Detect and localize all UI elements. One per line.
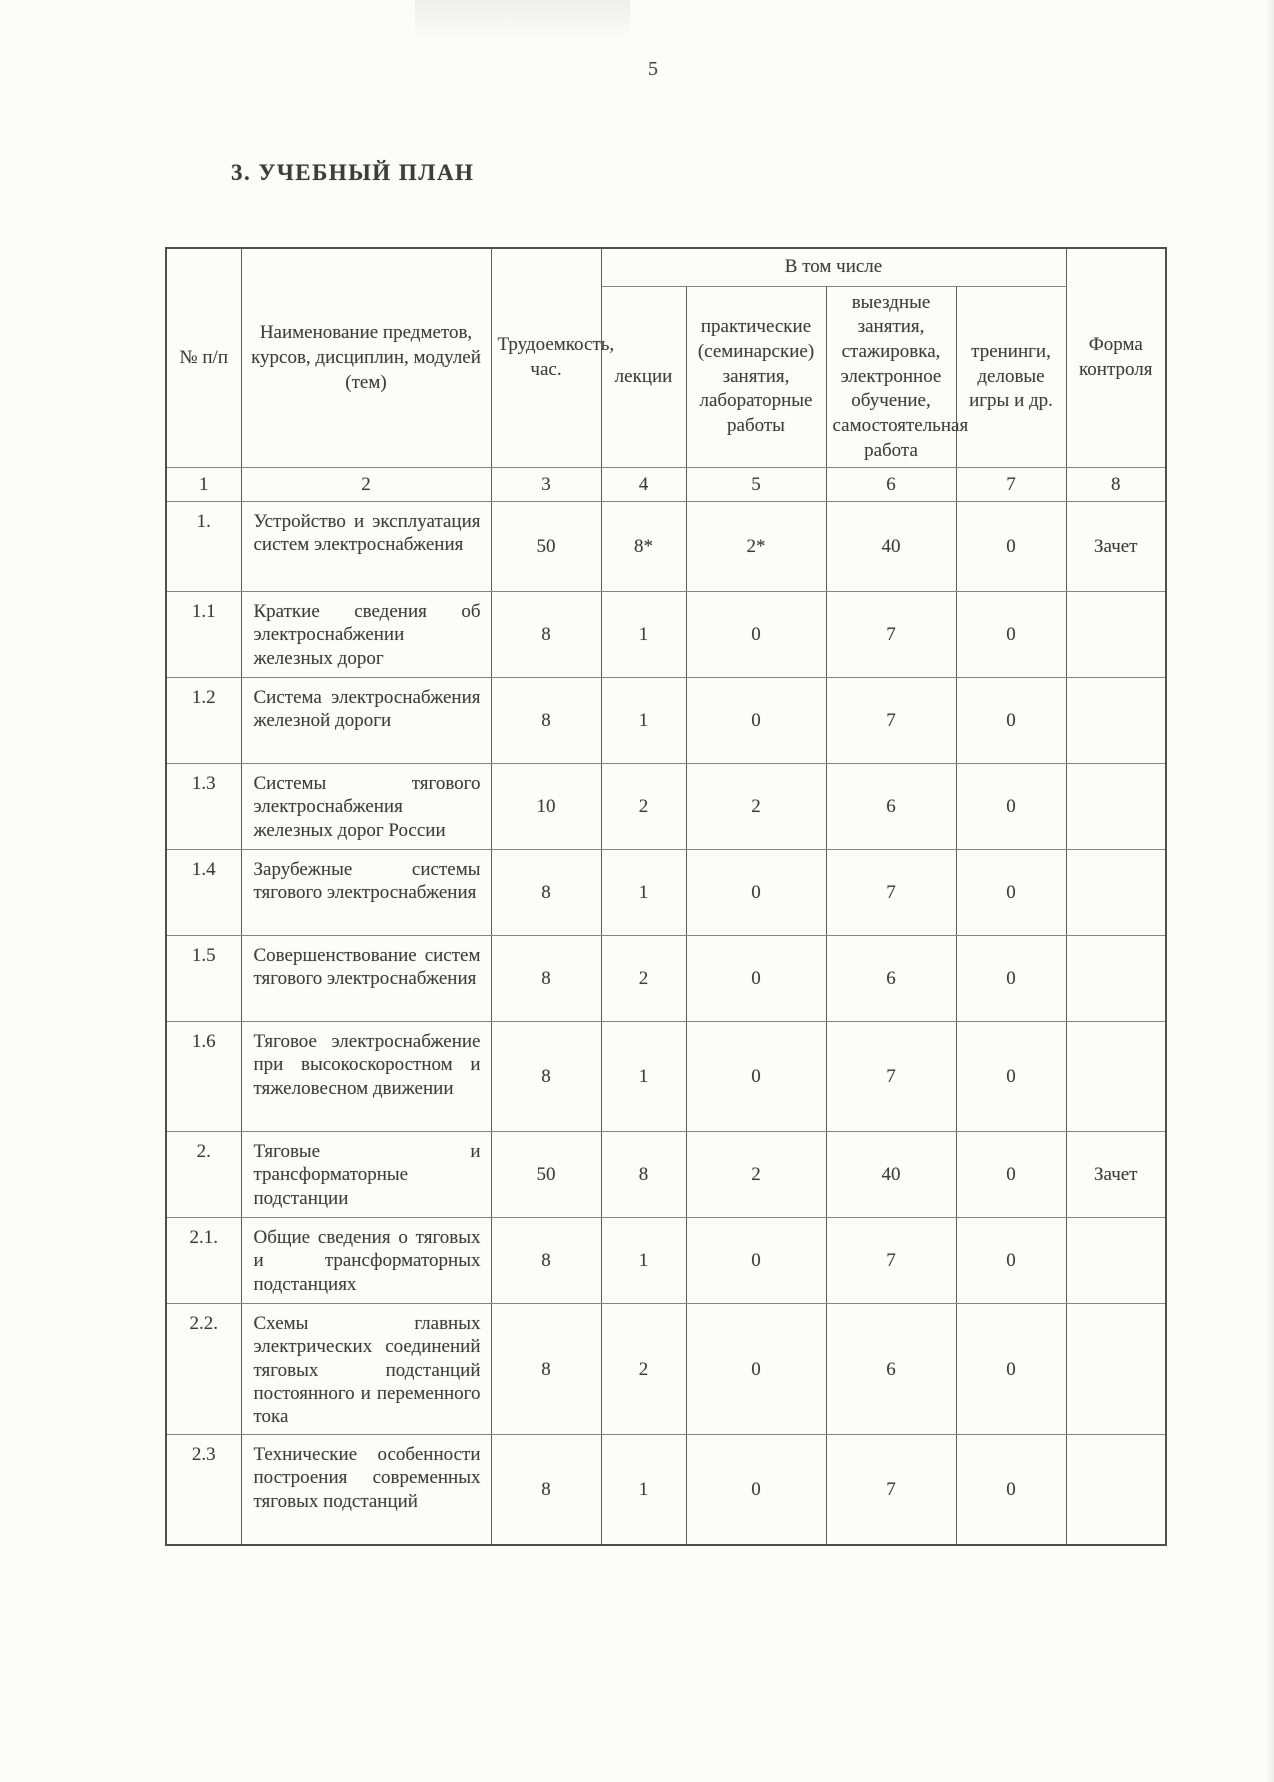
subject-name-cell: Общие сведения о тяговых и трансформаторных подстанциях — [241, 1218, 491, 1304]
trainings-cell: 0 — [956, 678, 1066, 764]
table-row — [166, 764, 1166, 850]
table-row — [166, 502, 1166, 592]
column-number: 6 — [826, 468, 956, 502]
row-number-cell: 1. — [166, 502, 241, 592]
page-number: 5 — [648, 58, 658, 80]
header-row-group — [166, 248, 1166, 286]
header-trainings: тренинги, деловые игры и др. — [956, 286, 1066, 468]
control-form-cell: Зачет — [1066, 1132, 1166, 1218]
trainings-cell: 0 — [956, 936, 1066, 1022]
row-number-cell: 1.5 — [166, 936, 241, 1022]
practical-cell: 0 — [686, 936, 826, 1022]
column-number: 8 — [1066, 468, 1166, 502]
lectures-cell: 1 — [601, 850, 686, 936]
control-form-cell — [1066, 1218, 1166, 1304]
subject-name-cell: Технические особенности построения современных тяговых подстанций — [241, 1435, 491, 1545]
lectures-cell: 2 — [601, 1304, 686, 1435]
offsite-cell: 6 — [826, 936, 956, 1022]
trainings-cell: 0 — [956, 592, 1066, 678]
offsite-cell: 7 — [826, 1435, 956, 1545]
subject-name-cell: Тяговые и трансформаторные подстанции — [241, 1132, 491, 1218]
header-control-form: Форма контроля — [1066, 248, 1166, 468]
subject-name-cell: Краткие сведения об электроснабжении железных дорог — [241, 592, 491, 678]
trainings-cell: 0 — [956, 1435, 1066, 1545]
subject-name-cell: Системы тягового электроснабжения железных дорог России — [241, 764, 491, 850]
table-row — [166, 1435, 1166, 1545]
header-group-including: В том числе — [601, 248, 1066, 286]
header-offsite: выездные занятия, стажировка, электронное обучение, самостоятельная работа — [826, 286, 956, 468]
practical-cell: 0 — [686, 1304, 826, 1435]
control-form-cell — [1066, 936, 1166, 1022]
lectures-cell: 1 — [601, 678, 686, 764]
lectures-cell: 2 — [601, 764, 686, 850]
workload-cell: 10 — [491, 764, 601, 850]
workload-cell: 8 — [491, 592, 601, 678]
offsite-cell: 40 — [826, 502, 956, 592]
section-title: 3. УЧЕБНЫЙ ПЛАН — [231, 160, 475, 185]
table-row — [166, 1022, 1166, 1132]
workload-cell: 50 — [491, 502, 601, 592]
table-row — [166, 1132, 1166, 1218]
table-row — [166, 592, 1166, 678]
practical-cell: 0 — [686, 1435, 826, 1545]
row-number-cell: 1.3 — [166, 764, 241, 850]
header-lectures: лекции — [601, 286, 686, 468]
table-row — [166, 936, 1166, 1022]
control-form-cell — [1066, 764, 1166, 850]
workload-cell: 8 — [491, 678, 601, 764]
lectures-cell: 2 — [601, 936, 686, 1022]
table-row — [166, 1218, 1166, 1304]
lectures-cell: 1 — [601, 1218, 686, 1304]
scan-shadow-artifact — [415, 0, 630, 40]
scan-edge-shadow — [1266, 0, 1274, 1782]
control-form-cell — [1066, 850, 1166, 936]
column-numbers-row — [166, 468, 1166, 502]
lectures-cell: 1 — [601, 1022, 686, 1132]
practical-cell: 0 — [686, 1022, 826, 1132]
control-form-cell — [1066, 1022, 1166, 1132]
workload-cell: 8 — [491, 936, 601, 1022]
column-number: 7 — [956, 468, 1066, 502]
header-practical: практические (семинарские) занятия, лабораторные работы — [686, 286, 826, 468]
lectures-cell: 8* — [601, 502, 686, 592]
offsite-cell: 7 — [826, 1218, 956, 1304]
trainings-cell: 0 — [956, 1022, 1066, 1132]
workload-cell: 8 — [491, 1304, 601, 1435]
subject-name-cell: Система электроснабжения железной дороги — [241, 678, 491, 764]
lectures-cell: 1 — [601, 592, 686, 678]
column-number: 3 — [491, 468, 601, 502]
practical-cell: 2 — [686, 764, 826, 850]
control-form-cell — [1066, 592, 1166, 678]
offsite-cell: 7 — [826, 678, 956, 764]
column-number: 2 — [241, 468, 491, 502]
subject-name-cell: Совершенствование систем тягового электроснабжения — [241, 936, 491, 1022]
trainings-cell: 0 — [956, 764, 1066, 850]
offsite-cell: 6 — [826, 764, 956, 850]
trainings-cell: 0 — [956, 502, 1066, 592]
lectures-cell: 1 — [601, 1435, 686, 1545]
offsite-cell: 7 — [826, 1022, 956, 1132]
header-workload: Трудоемкость, час. — [491, 248, 601, 468]
control-form-cell — [1066, 1304, 1166, 1435]
row-number-cell: 2. — [166, 1132, 241, 1218]
row-number-cell: 2.2. — [166, 1304, 241, 1435]
offsite-cell: 7 — [826, 850, 956, 936]
header-num: № п/п — [166, 248, 241, 468]
table-body — [166, 502, 1166, 1545]
practical-cell: 2 — [686, 1132, 826, 1218]
offsite-cell: 40 — [826, 1132, 956, 1218]
practical-cell: 0 — [686, 678, 826, 764]
workload-cell: 8 — [491, 850, 601, 936]
workload-cell: 8 — [491, 1022, 601, 1132]
table-row — [166, 1304, 1166, 1435]
trainings-cell: 0 — [956, 850, 1066, 936]
column-number: 5 — [686, 468, 826, 502]
control-form-cell — [1066, 678, 1166, 764]
workload-cell: 8 — [491, 1218, 601, 1304]
table-row — [166, 678, 1166, 764]
column-number: 4 — [601, 468, 686, 502]
practical-cell: 0 — [686, 592, 826, 678]
practical-cell: 2* — [686, 502, 826, 592]
subject-name-cell: Тяговое электроснабжение при высокоскоростном и тяжеловесном движении — [241, 1022, 491, 1132]
row-number-cell: 2.3 — [166, 1435, 241, 1545]
control-form-cell: Зачет — [1066, 502, 1166, 592]
curriculum-table — [165, 247, 1167, 1546]
trainings-cell: 0 — [956, 1218, 1066, 1304]
row-number-cell: 1.6 — [166, 1022, 241, 1132]
workload-cell: 50 — [491, 1132, 601, 1218]
header-subject: Наименование предметов, курсов, дисциплин, модулей (тем) — [241, 248, 491, 468]
row-number-cell: 2.1. — [166, 1218, 241, 1304]
subject-name-cell: Устройство и эксплуатация систем электроснабжения — [241, 502, 491, 592]
lectures-cell: 8 — [601, 1132, 686, 1218]
subject-name-cell: Зарубежные системы тягового электроснабжения — [241, 850, 491, 936]
trainings-cell: 0 — [956, 1304, 1066, 1435]
control-form-cell — [1066, 1435, 1166, 1545]
subject-name-cell: Схемы главных электрических соединений тяговых подстанций постоянного и переменного тока — [241, 1304, 491, 1435]
row-number-cell: 1.4 — [166, 850, 241, 936]
offsite-cell: 7 — [826, 592, 956, 678]
practical-cell: 0 — [686, 1218, 826, 1304]
practical-cell: 0 — [686, 850, 826, 936]
table-header — [166, 248, 1166, 502]
offsite-cell: 6 — [826, 1304, 956, 1435]
trainings-cell: 0 — [956, 1132, 1066, 1218]
column-number: 1 — [166, 468, 241, 502]
workload-cell: 8 — [491, 1435, 601, 1545]
row-number-cell: 1.2 — [166, 678, 241, 764]
row-number-cell: 1.1 — [166, 592, 241, 678]
table-row — [166, 850, 1166, 936]
